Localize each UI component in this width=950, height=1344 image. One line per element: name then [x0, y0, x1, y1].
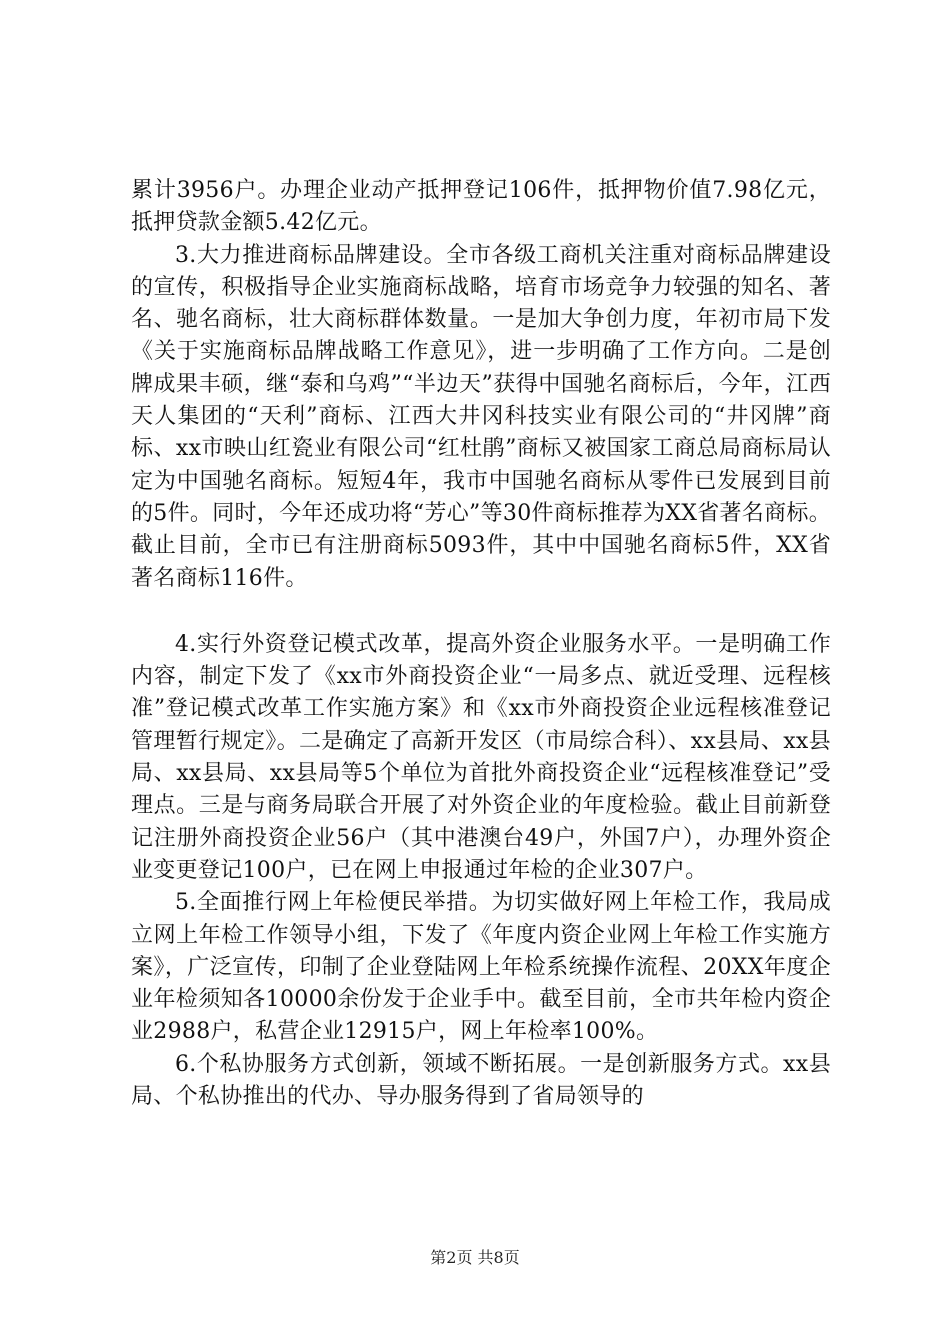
- document-body: [131, 175, 831, 1113]
- paragraph-trademark: 3.大力推进商标品牌建设。全市各级工商机关注重对商标品牌建设的宣传，积极指导企业实施商标战略，培育市场竞争力较强的知名、著名、驰名商标，壮大商标群体数量。一是加大争创力度，年初市局下发《关于实施商标品牌战略工作意见》，进一步明确了工作方向。二是创牌成果丰硕，继“泰和乌鸡”“半边天”获得中国驰名商标后，今年，江西天人集团的“天利”商标、江西大井冈科技实业有限公司的“井冈牌”商标、xx市映山红瓷业有限公司“红杜鹃”商标又被国家工商总局商标局认定为中国驰名商标。短短4年，我市中国驰名商标从零件已发展到目前的5件。同时，今年还成功将“芳心”等30件商标推荐为XX省著名商标。截止目前，全市已有注册商标5093件，其中中国驰名商标5件，XX省著名商标116件。: [131, 242, 832, 591]
- page-number-footer: 第2页 共8页: [430, 1248, 520, 1267]
- paragraph-gap: [131, 595, 831, 629]
- paragraph-private-association: 6.个私协服务方式创新，领域不断拓展。一是创新服务方式。xx县局、个私协推出的代办、导办服务得到了省局领导的: [131, 1051, 831, 1110]
- paragraph-online-inspection: 5.全面推行网上年检便民举措。为切实做好网上年检工作，我局成立网上年检工作领导小组，下发了《年度内资企业网上年检工作实施方案》，广泛宣传，印制了企业登陆网上年检系统操作流程、20XX年度企业年检须知各10000余份发于企业手中。截至目前，全市共年检内资企业2988户，私营企业12915户，网上年检率100%。: [131, 890, 831, 1045]
- paragraph-foreign-registration: 4.实行外资登记模式改革，提高外资企业服务水平。一是明确工作内容，制定下发了《xx市外商投资企业“一局多点、就近受理、远程核准”登记模式改革工作实施方案》和《xx市外商投资企业远程核准登记管理暂行规定》。二是确定了高新开发区（市局综合科）、xx县局、xx县局、xx县局、xx县局等5个单位为首批外商投资企业“远程核准登记”受理点。三是与商务局联合开展了对外资企业的年度检验。截止目前新登记注册外商投资企业56户（其中港澳台49户，外国7户），办理外资企业变更登记100户，已在网上申报通过年检的企业307户。: [131, 631, 831, 883]
- paragraph-continued: 累计3956户。办理企业动产抵押登记106件，抵押物价值7.98亿元，抵押贷款金额5.42亿元。: [131, 178, 831, 236]
